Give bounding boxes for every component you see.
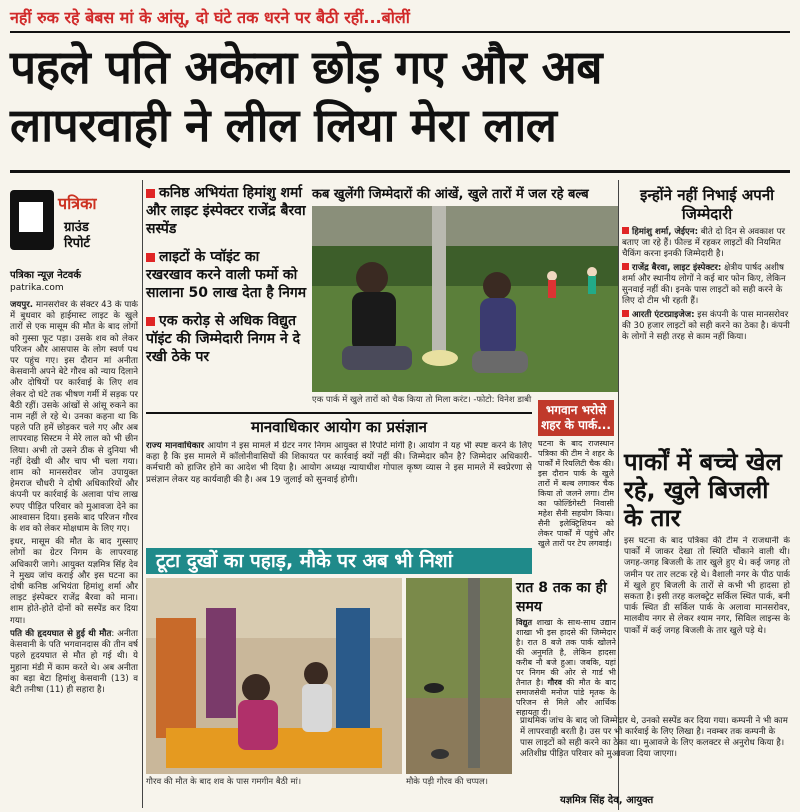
bhagwan-box	[538, 400, 614, 579]
time-body-2: की मौत के बाद समाजसेवी मनोज पांडे मृतक के परिजन से मिले और आर्थिक सहायता दी।	[516, 678, 616, 717]
left-subhead: पति की हृदयघात से हुई थी मौत	[10, 628, 112, 639]
left-para-3-text: : अनीता केसवानी के पति भगवानदास की तीन वर्ष पहले हृदयघात से मौत हो गई थी। ये मुहाना मंडी में काम करते थे। अब अनीता का बड़ा बेटा हिमांशु केसवानी (13) व बेटी तनीषा (11) ही सहारा है।	[10, 628, 138, 695]
ground-report-label	[64, 220, 90, 252]
time-body: शाखा के साथ-साथ उद्यान शाखा भी इस हादसे की जिम्मेदार है। रात 8 बजे तक पार्क खोलने की अनुमति है, लेकिन हादसा करीब नौ बजे हुआ। जबकि, यहां पर निगम की ओर से गार्ड भी तैनात है।	[516, 618, 616, 687]
kicker: नहीं रुक रहे बेबस मां के आंसू, दो घंटे तक धरने पर बैठी रहीं...बोलीं	[10, 8, 410, 27]
byline-network: पत्रिका न्यूज़ नेटवर्क	[10, 270, 82, 281]
responsibility-item-3	[622, 310, 792, 343]
left-para-1	[10, 300, 138, 535]
rights-body: आयोग ने इस मामले में ग्रेटर नगर निगम आयुक्त से रिपोर्ट मांगी है। आयोग ने यह भी स्पष्ट करने के लिए कहा है कि इस मामले में कॉलोनीवासियों की शिकायत पर कार्रवाई क्यों नहीं की। जिम्मेदार कौन है? जिम्मेदार अधिकारी-कर्मचारी को हाजिर होने का आदेश भी दिया है। आयोग अध्यक्ष न्यायाधीश गोपाल कृष्ण व्यास ने इस मामले में स्वप्रेरणा से प्रसंज्ञान लेकर यह कार्यवाही की है। अब 19 जुलाई को सुनवाई होगी।	[146, 441, 532, 485]
responsibility-box	[622, 186, 792, 343]
bhagwan-badge	[538, 400, 614, 436]
item-1-name: हिमांशु शर्मा, जेईएन:	[622, 227, 698, 237]
slipper-caption: मौके पड़ी गौरव की चप्पल।	[406, 777, 488, 787]
item-2-name: राजेंद्र बैरवा, लाइट इंस्पेक्टर:	[622, 263, 721, 273]
photo-caption: एक पार्क में खुले तारों को चैक किया तो मिला करंट। -फोटो: विनेश डाबी	[312, 395, 532, 405]
rights-box	[146, 412, 532, 486]
time-box	[516, 578, 616, 718]
mother-caption: गौरव की मौत के बाद शव के पास गमगीन बैठी मां।	[146, 777, 302, 787]
left-para-3	[10, 629, 138, 696]
headline	[10, 38, 790, 154]
commissioner-quote: प्राथमिक जांच के बाद जो जिम्मेदार थे, उनको सस्पेंड कर दिया गया। कम्पनी ने भी काम में लापरवाही बरती है। उस पर भी कार्रवाई के लिए लिखा है। नवम्बर तक कम्पनी के पास लाइटों को सही करने का ठेका था। मुआवजे के लिए कलक्टर से अनुरोध किया है। अतिशीघ्र पीड़ित परिवार को मुआवजा दिया जाएगा।	[520, 716, 788, 759]
headline-line-2: लापरवाही ने लील लिया मेरा लाल	[10, 98, 557, 152]
ground-label: ग्राउंड	[64, 220, 89, 235]
bhagwan-title-2: शहर के पार्क...	[541, 418, 611, 432]
bullet-3: एक करोड़ से अधिक विद्युत पॉइंट की जिम्मेदारी निगम ने दे रखी ठेके पर	[146, 312, 308, 366]
mother-photo	[146, 578, 402, 774]
item-3-text: इस कंपनी के पास मानसरोवर की 30 हजार लाइटों को सही करने का ठेका है। कंपनी के लोगों ने सही तरह से काम नहीं किया।	[622, 310, 790, 342]
left-para-1-text: मानसरोवर के सेक्टर 43 के पार्क में बुधवार को हाईमास्ट लाइट के खुले तारों से एक मासूम की मौत के बाद लोगों को गुस्सा फूट पड़ा। उसके शव को लेकर परिजन और आसपास के लोग स्वर्ण पथ पर पहुंच गए। इस दौरान मां अनीता केसवानी अपने बेटे गौरव को न्याय दिलाने और दोषियों पर कार्रवाई के लिए शव लेकर दो घंटे तक भीषण गर्मी में सड़क पर बैठी रहीं। उसके आंखों से आंसू रुकने का नाम नहीं ले रहे थे। उनका कहना था कि पहले पति हमें छोड़कर चले गए और अब लापरवाह सिस्टम ने मेरे लाल को भी छीन लिया। अभी तो उसने ठीक से दुनिया भी नहीं देखी थी और चाप भी चला गया। शाम को मानसरोवर जोन उपायुक्त हेमराज चौधरी ने दोषी अधिकारियों और कंपनी पर कार्रवाई के अलावा पांच लाख रुपए पीड़ित परिवार को मुआवजा देने का आश्वासन दिया। इसके बाद परिजन गौरव के शव को लेकर मोक्षधाम के लिए गए।	[10, 300, 138, 535]
left-column-article	[10, 300, 138, 808]
kicker-rule	[10, 31, 790, 33]
bhagwan-text: घटना के बाद राजस्थान पत्रिका की टीम ने शहर के पार्कों में रियलिटी चैक की। इस दौरान पार्क के खुले तारों में बल्ब लगाकर चैक किया तो जलने लगा। टीम का फोल्डिंगेस्टी निवासी महेश सैनी सहयोग किया। सैनी इलेक्ट्रिशियन को लेकर पार्कों में पहुंचे और खुले तारों पर टेप लगवाई।	[538, 439, 614, 548]
byline-site: patrika.com	[10, 283, 64, 293]
park-photo	[312, 206, 618, 392]
time-title: रात 8 तक का ही समय	[516, 580, 607, 615]
responsibility-title: इन्होंने नहीं निभाई अपनी जिम्मेदारी	[639, 186, 775, 223]
commissioner-sign: यज्ञमित्र सिंह देव, आयुक्त	[560, 795, 654, 806]
slipper-photo	[406, 578, 512, 774]
key-points	[146, 184, 308, 366]
bhagwan-title-1: भगवान भरोसे	[545, 403, 607, 417]
report-label: रिपोर्ट	[64, 236, 90, 251]
parks-title: पार्कों में बच्चे खेल रहे, खुले बिजली के तार	[624, 448, 782, 532]
rights-title: मानवाधिकार आयोग का प्रसंज्ञान	[251, 418, 427, 436]
headline-line-1: पहले पति अकेला छोड़ गए और अब	[10, 40, 603, 94]
photo-title: कब खुलेंगी जिम्मेदारों की आंखें, खुले तारों में जल रहे बल्ब	[312, 187, 589, 202]
item-3-name: आरती एंटरप्राइजेज:	[622, 310, 695, 320]
time-lead-2: गौरव	[547, 678, 562, 687]
item-1-text: बीते दो दिन से अवकाश पर बताए जा रहे हैं। फील्ड में रहकर लाइटों की नियमित चैकिंग करना इनकी जिम्मेदारी है।	[622, 227, 786, 259]
responsibility-item-2	[622, 263, 792, 307]
time-lead: विद्युत	[516, 618, 533, 627]
time-text	[516, 618, 616, 718]
item-2-text: क्षेत्रीय पार्षद अशीष शर्मा और स्थानीय लोगों ने कई बार फोन किए, लेकिन सुनवाई नहीं की। इनके पास लाइटों को सही करने के लिए दो टीम भी रहती हैं।	[622, 263, 786, 306]
left-para-2: इधर, मासूम की मौत के बाद गुस्साए लोगों का ग्रेटर निगम के लापरवाह अधिकारी जागे। आयुक्त यज्ञमित्र सिंह देव ने मुख्य जांच कराई और इस घटना का दोषी कनिष्ठ अभियंता हिमांशु शर्मा और लाइट इंस्पेक्टर राजेंद्र बैरवा को माना। शाम होते-होते दोनों को सस्पेंड कर दिया गया।	[10, 537, 138, 626]
parks-article: इस घटना के बाद पत्रिका की टीम ने राजधानी के पार्कों में जाकर देखा तो स्थिति चौंकाने वाली थी। जगह-जगह बिजली के तार खुले हुए थे। कई जगह तो जमीन पर तार लटक रहे थे। वैशाली नगर के पीठ पार्क में खुले हुए बिजली के तारों से कभी भी हादसा हो सकता है। इसी तरह कलक्ट्रेट सर्किल स्थित पार्क, बनी पार्क स्थित डी सर्किल पार्क के अलावा मानसरोवर, मालवीय नगर से लेकर श्याम नगर, सिविल लाइन्स के पार्कों में कई जगह बिजली के तार खुले पड़े थे।	[624, 536, 790, 636]
headline-rule	[10, 170, 790, 173]
bullet-2: लाइटों के प्वॉइंट का रखरखाव करने वाली फर्मो को सालाना 50 लाख देता है निगम	[146, 249, 307, 301]
rights-text	[146, 441, 532, 486]
dateline: जयपुर.	[10, 300, 34, 310]
document-icon	[10, 190, 54, 250]
band-title: टूटा दुखों का पहाड़, मौके पर अब भी निशां	[146, 548, 532, 574]
column-divider	[142, 180, 143, 808]
bullet-1: कनिष्ठ अभियंता हिमांशु शर्मा और लाइट इंस्पेक्टर राजेंद्र बैरवा सस्पेंड	[146, 184, 308, 238]
rights-lead: राज्य मानवाधिकार	[146, 441, 205, 451]
byline	[10, 270, 140, 294]
responsibility-item-1	[622, 227, 792, 260]
brand-box	[10, 190, 140, 268]
brand-name: पत्रिका	[58, 194, 97, 213]
